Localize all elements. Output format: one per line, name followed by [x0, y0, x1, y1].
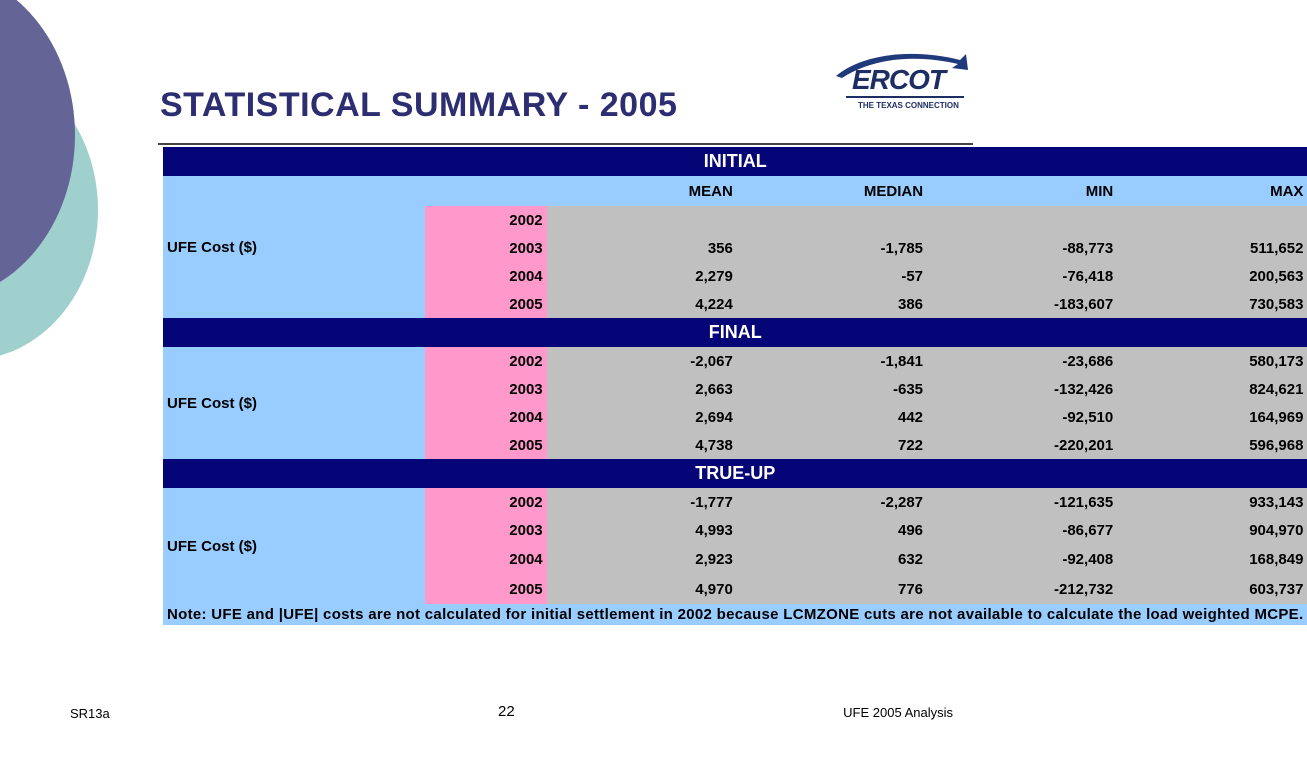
column-header-row — [163, 176, 1307, 206]
max-cell: 164,969 — [1117, 403, 1307, 431]
max-cell: 580,173 — [1117, 347, 1307, 375]
min-cell: -86,677 — [927, 516, 1117, 544]
median-cell: -635 — [737, 375, 927, 403]
min-cell: -212,732 — [927, 574, 1117, 604]
table-row — [163, 347, 1307, 375]
mean-cell — [547, 206, 737, 234]
column-header-max: MAX — [1117, 176, 1307, 206]
median-cell: -2,287 — [737, 488, 927, 516]
median-cell: 442 — [737, 403, 927, 431]
min-cell: -76,418 — [927, 262, 1117, 290]
row-label: UFE Cost ($) — [163, 488, 425, 604]
footer-slide-code: SR13a — [70, 706, 110, 721]
median-cell: 386 — [737, 290, 927, 318]
table-row — [163, 488, 1307, 516]
mean-cell: 2,663 — [547, 375, 737, 403]
max-cell: 168,849 — [1117, 544, 1307, 574]
median-cell: -1,785 — [737, 234, 927, 262]
mean-cell: -2,067 — [547, 347, 737, 375]
section-title-initial: INITIAL — [163, 147, 1307, 176]
mean-cell: -1,777 — [547, 488, 737, 516]
min-cell — [927, 206, 1117, 234]
max-cell: 904,970 — [1117, 516, 1307, 544]
min-cell: -88,773 — [927, 234, 1117, 262]
min-cell: -23,686 — [927, 347, 1117, 375]
max-cell: 933,143 — [1117, 488, 1307, 516]
year-cell: 2004 — [425, 262, 546, 290]
mean-cell: 2,923 — [547, 544, 737, 574]
year-cell: 2002 — [425, 206, 546, 234]
year-cell: 2005 — [425, 431, 546, 459]
min-cell: -132,426 — [927, 375, 1117, 403]
mean-cell: 4,993 — [547, 516, 737, 544]
min-cell: -183,607 — [927, 290, 1117, 318]
page-number: 22 — [498, 703, 515, 720]
column-header-min: MIN — [927, 176, 1117, 206]
median-cell — [737, 206, 927, 234]
column-header-blank — [425, 176, 546, 206]
year-cell: 2003 — [425, 375, 546, 403]
column-header-median: MEDIAN — [737, 176, 927, 206]
min-cell: -92,408 — [927, 544, 1117, 574]
max-cell — [1117, 206, 1307, 234]
median-cell: 776 — [737, 574, 927, 604]
median-cell: 722 — [737, 431, 927, 459]
mean-cell: 356 — [547, 234, 737, 262]
section-header-row — [163, 318, 1307, 347]
footer-presentation-title: UFE 2005 Analysis — [843, 705, 953, 720]
note-row — [163, 604, 1307, 625]
statistics-table — [163, 147, 1307, 625]
section-title-true-up: TRUE-UP — [163, 459, 1307, 488]
year-cell: 2004 — [425, 544, 546, 574]
mean-cell: 2,694 — [547, 403, 737, 431]
mean-cell: 4,970 — [547, 574, 737, 604]
year-cell: 2002 — [425, 347, 546, 375]
max-cell: 511,652 — [1117, 234, 1307, 262]
year-cell: 2004 — [425, 403, 546, 431]
max-cell: 596,968 — [1117, 431, 1307, 459]
section-header-row — [163, 147, 1307, 176]
median-cell: -57 — [737, 262, 927, 290]
max-cell: 730,583 — [1117, 290, 1307, 318]
title-divider — [158, 143, 973, 145]
max-cell: 603,737 — [1117, 574, 1307, 604]
max-cell: 824,621 — [1117, 375, 1307, 403]
year-cell: 2003 — [425, 516, 546, 544]
logo-wordmark: ERCOT — [852, 64, 945, 95]
year-cell: 2003 — [425, 234, 546, 262]
year-cell: 2005 — [425, 290, 546, 318]
min-cell: -121,635 — [927, 488, 1117, 516]
logo-tagline: THE TEXAS CONNECTION — [858, 101, 959, 110]
year-cell: 2002 — [425, 488, 546, 516]
row-label: UFE Cost ($) — [163, 176, 425, 318]
min-cell: -220,201 — [927, 431, 1117, 459]
min-cell: -92,510 — [927, 403, 1117, 431]
table-note: Note: UFE and |UFE| costs are not calculated for initial settlement in 2002 because LCMZONE cuts are not available to calculate the load weighted MCPE. — [163, 604, 1307, 625]
median-cell: -1,841 — [737, 347, 927, 375]
median-cell: 496 — [737, 516, 927, 544]
year-cell: 2005 — [425, 574, 546, 604]
row-label: UFE Cost ($) — [163, 347, 425, 459]
mean-cell: 4,224 — [547, 290, 737, 318]
median-cell: 632 — [737, 544, 927, 574]
slide-title: STATISTICAL SUMMARY - 2005 — [160, 86, 678, 124]
mean-cell: 4,738 — [547, 431, 737, 459]
ercot-logo — [832, 46, 972, 116]
section-title-final: FINAL — [163, 318, 1307, 347]
section-header-row — [163, 459, 1307, 488]
column-header-mean: MEAN — [547, 176, 737, 206]
mean-cell: 2,279 — [547, 262, 737, 290]
max-cell: 200,563 — [1117, 262, 1307, 290]
